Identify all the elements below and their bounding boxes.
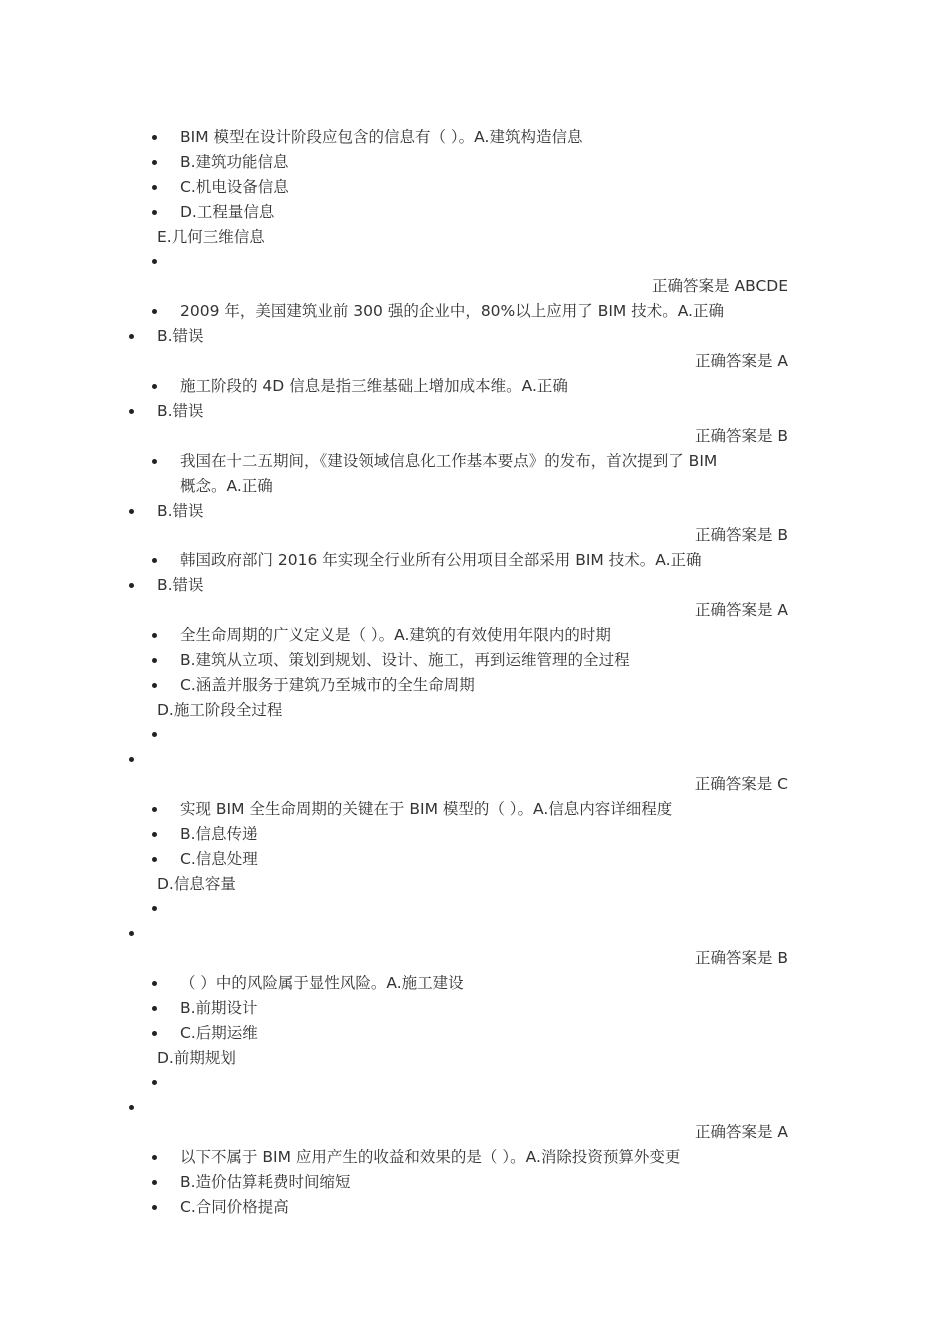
bullet-empty <box>129 1105 134 1110</box>
q7-option-b: B.信息传递 <box>180 825 258 843</box>
q1-stem: BIM 模型在设计阶段应包含的信息有（ ）。A.建筑构造信息 <box>180 128 583 146</box>
q5-answer: 正确答案是 A <box>694 601 788 619</box>
q4-option-b: B.错误 <box>157 502 204 520</box>
bullet-empty <box>129 757 134 762</box>
bullet-empty <box>152 906 157 911</box>
q4-stem-continued: 概念。A.正确 <box>180 477 273 495</box>
q2-answer: 正确答案是 A <box>694 352 788 370</box>
q6-answer: 正确答案是 C <box>694 775 788 793</box>
bullet-empty <box>129 931 134 936</box>
q1-option-e: E.几何三维信息 <box>157 228 265 246</box>
q7-answer: 正确答案是 B <box>694 949 788 967</box>
q1-answer: 正确答案是 ABCDE <box>652 277 788 295</box>
q1-option-b: B.建筑功能信息 <box>180 153 289 171</box>
q8-option-d: D.前期规划 <box>157 1049 236 1067</box>
q3-option-b: B.错误 <box>157 402 204 420</box>
q8-answer: 正确答案是 A <box>694 1123 788 1141</box>
bullet-empty <box>152 1080 157 1085</box>
q5-option-b: B.错误 <box>157 576 204 594</box>
q7-option-c: C.信息处理 <box>180 850 258 868</box>
q4-answer: 正确答案是 B <box>694 526 788 544</box>
q6-stem: 全生命周期的广义定义是（ ）。A.建筑的有效使用年限内的时期 <box>180 626 611 644</box>
q8-stem: （ ）中的风险属于显性风险。A.施工建设 <box>180 974 464 992</box>
q1-option-c: C.机电设备信息 <box>180 178 289 196</box>
bullet-empty <box>152 259 157 264</box>
q6-option-d: D.施工阶段全过程 <box>157 701 283 719</box>
q6-option-c: C.涵盖并服务于建筑乃至城市的全生命周期 <box>180 676 475 694</box>
q3-answer: 正确答案是 B <box>694 427 788 445</box>
q4-stem: 我国在十二五期间，《建设领域信息化工作基本要点》的发布，首次提到了 BIM <box>180 452 718 470</box>
q7-option-d: D.信息容量 <box>157 875 236 893</box>
q7-stem: 实现 BIM 全生命周期的关键在于 BIM 模型的（ ）。A.信息内容详细程度 <box>180 800 673 818</box>
q9-stem: 以下不属于 BIM 应用产生的收益和效果的是（ ）。A.消除投资预算外变更 <box>180 1148 681 1166</box>
q2-stem: 2009 年，美国建筑业前 300 强的企业中，80%以上应用了 BIM 技术。A.正确 <box>180 302 724 320</box>
q2-option-b: B.错误 <box>157 327 204 345</box>
q1-option-d: D.工程量信息 <box>180 203 275 221</box>
q5-stem: 韩国政府部门 2016 年实现全行业所有公用项目全部采用 BIM 技术。A.正确 <box>180 551 702 569</box>
bullet-empty <box>152 732 157 737</box>
q3-stem: 施工阶段的 4D 信息是指三维基础上增加成本维。A.正确 <box>180 377 568 395</box>
q8-option-c: C.后期运维 <box>180 1024 258 1042</box>
q6-option-b: B.建筑从立项、策划到规划、设计、施工，再到运维管理的全过程 <box>180 651 630 669</box>
q9-option-c: C.合同价格提高 <box>180 1198 289 1216</box>
q8-option-b: B.前期设计 <box>180 999 258 1017</box>
q9-option-b: B.造价估算耗费时间缩短 <box>180 1173 351 1191</box>
